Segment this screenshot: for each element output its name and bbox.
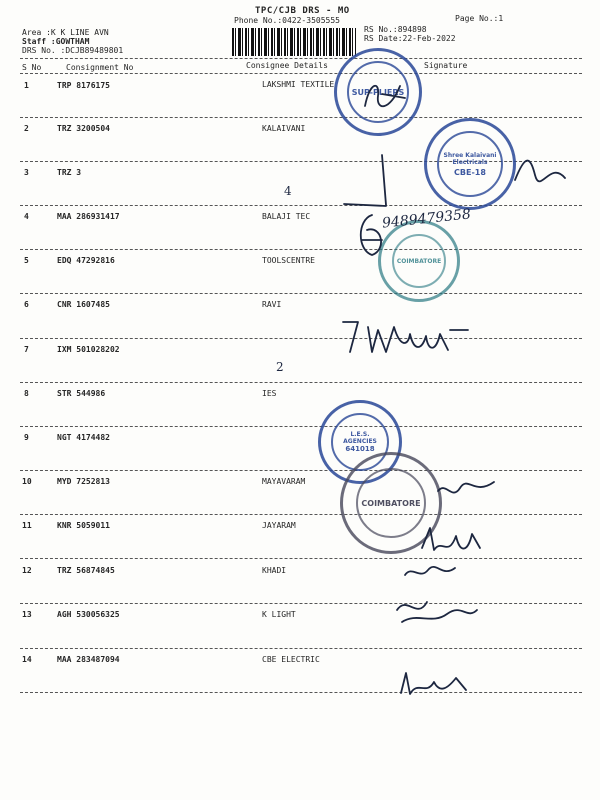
column-header-consignee: Consignee Details (246, 61, 328, 70)
row-sno: 3 (24, 168, 29, 177)
row-sno: 6 (24, 300, 29, 309)
row-sno: 5 (24, 256, 29, 265)
row-sno: 9 (24, 433, 29, 442)
row-consignee: K LIGHT (262, 610, 296, 619)
row-consignee: KHADI (262, 566, 287, 575)
row-consignee: JAYARAM (262, 521, 296, 530)
coimbatore-stamp-text: COIMBATORE (396, 257, 442, 265)
rs-number: RS No.:894898 (364, 25, 427, 34)
les-stamp-text: L.E.S. AGENCIES (343, 431, 377, 445)
column-header-consignment: Consignment No (66, 63, 134, 72)
drs-number: DRS No. :DCJB89489801 (22, 46, 124, 55)
row-divider (20, 117, 582, 118)
row-consignment: IXM 501028202 (57, 345, 120, 354)
handwritten-note-2: 2 (276, 360, 284, 374)
row-consignment: TRZ 3200504 (57, 124, 110, 133)
row-consignment: MYD 7252813 (57, 477, 110, 486)
staff-label: Staff :GOWTHAM (22, 37, 90, 46)
row-sno: 1 (24, 81, 29, 90)
row-divider (20, 692, 582, 693)
row-sno: 7 (24, 345, 29, 354)
row-consignment: MAA 286931417 (57, 212, 120, 221)
row-divider (20, 470, 582, 471)
row-sno: 10 (22, 477, 32, 486)
signature-row-2 (510, 150, 570, 190)
row-consignment: STR 544986 (57, 389, 106, 398)
row-consignment: KNR 5059011 (57, 521, 110, 530)
row-consignment: NGT 4174482 (57, 433, 110, 442)
row-consignee: IES (262, 389, 277, 398)
row-sno: 8 (24, 389, 29, 398)
row-consignment: AGH 530056325 (57, 610, 120, 619)
signature-row-12 (400, 560, 460, 585)
row-consignment: TRP 8176175 (57, 81, 110, 90)
row-consignment: CNR 1607485 (57, 300, 110, 309)
row-consignee: MAYAVARAM (262, 477, 306, 486)
header-divider (20, 58, 582, 59)
row-sno: 12 (22, 566, 32, 575)
handwritten-phone: 9489479358 (381, 206, 472, 232)
column-header-signature: Signature (424, 61, 468, 70)
row-divider (20, 426, 582, 427)
column-header-sno: S No (22, 63, 42, 72)
row-consignee: KALAIVANI (262, 124, 306, 133)
row-consignment: MAA 283487094 (57, 655, 120, 664)
suppliers-stamp-text: SUP-PLIERS (351, 87, 405, 97)
row-consignee: CBE ELECTRIC (262, 655, 320, 664)
signature-row-3 (342, 150, 402, 210)
signature-row-14 (396, 668, 476, 698)
sheet-title: TPC/CJB DRS - MO (255, 6, 350, 16)
row-sno: 11 (22, 521, 32, 530)
row-sno: 14 (22, 655, 32, 664)
row-consignee: BALAJI TEC (262, 212, 311, 221)
row-divider (20, 648, 582, 649)
signature-row-10 (434, 476, 504, 506)
row-divider (20, 603, 582, 604)
column-header-divider (20, 73, 582, 74)
row-consignee: TOOLSCENTRE (262, 256, 315, 265)
signature-row-4 (352, 210, 392, 260)
row-consignee: RAVI (262, 300, 282, 309)
row-consignment: EDQ 47292816 (57, 256, 115, 265)
row-sno: 13 (22, 610, 32, 619)
row-divider (20, 382, 582, 383)
row-divider (20, 338, 582, 339)
row-consignee: LAKSHMI TEXTILE (262, 80, 335, 89)
les-stamp-code: 641018 (345, 445, 375, 453)
row-sno: 4 (24, 212, 29, 221)
signature-row-11 (412, 518, 492, 563)
signature-row-6 (338, 312, 478, 362)
row-consignment: TRZ 56874845 (57, 566, 115, 575)
signature-row-13 (392, 590, 482, 630)
barcode (232, 28, 356, 56)
area-label: Area :K K LINE AVN (22, 28, 109, 37)
kalaivani-stamp-city: CBE-18 (454, 167, 486, 177)
row-divider (20, 205, 582, 206)
page-number: Page No.:1 (455, 14, 504, 23)
row-divider (20, 558, 582, 559)
phone-number: Phone No.:0422-3505555 (234, 16, 340, 25)
row-divider (20, 293, 582, 294)
signature-row-1 (360, 76, 410, 116)
row-consignment: TRZ 3 (57, 168, 82, 177)
row-divider (20, 514, 582, 515)
kalaivani-stamp-name: Shree Kalaivani Electricals (443, 151, 497, 166)
row-sno: 2 (24, 124, 29, 133)
engg-stamp-text: COIMBATORE (361, 498, 421, 508)
rs-date: RS Date:22-Feb-2022 (364, 34, 456, 43)
handwritten-note-4: 4 (284, 184, 292, 198)
row-divider (20, 249, 582, 250)
kalaivani-stamp (424, 118, 516, 210)
